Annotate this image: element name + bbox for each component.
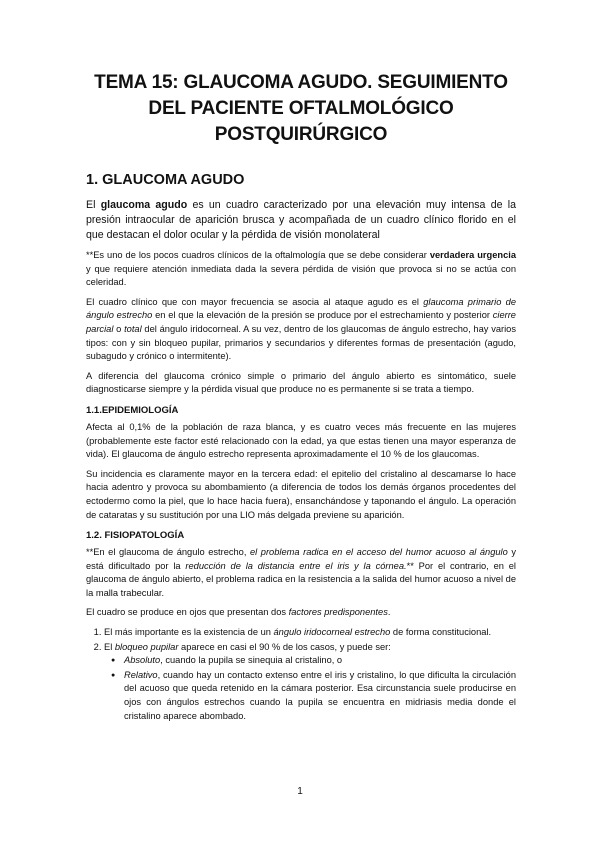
document-page xyxy=(86,70,516,724)
list-item: 2. El bloqueo pupilar aparece en casi el 90 % de los casos, y puede ser: ● Absoluto, cuando la pupila se sinequia al cristalino, o ● Relativo, cuando hay un contacto extenso entre el iris y cristalino, lo que dificulta la circulación del acuoso que queda retenido en la cámara posterior. Esa circunstancia suele producirse en ojos con ángulos estrechos cuando la pupila se encuentra en midriasis media donde el cristalino aparece abombado. xyxy=(104,641,516,724)
bullet-list xyxy=(104,654,516,723)
paragraph-cuadro-clinico: El cuadro clínico que con mayor frecuencia se asocia al ataque agudo es el glaucoma primario de ángulo estrecho en el que la elevación de la presión se produce por el estrechamiento y posterior cierre parcial o total del ángulo iridocorneal. A su vez, dentro de los glaucomas de ángulo estrecho, hay varios tipos: con y sin bloqueo pupilar, primarios y secundarios y diferentes formas de presentación (agudo, subagudo y crónico o intermitente). xyxy=(86,296,516,362)
intro-paragraph: El glaucoma agudo es un cuadro caracterizado por una elevación muy intensa de la presión intraocular de aparición brusca y acompañada de un cuadro clínico florido en el que destacan el dolor ocular y la pérdida de visión monolateral xyxy=(86,199,516,241)
page-number: 1 xyxy=(297,786,303,797)
title-line-1: TEMA 15: GLAUCOMA AGUDO. SEGUIMIENTO xyxy=(94,72,508,93)
page-title xyxy=(86,70,516,148)
paragraph-fisiopatologia: **En el glaucoma de ángulo estrecho, el problema radica en el acceso del humor acuoso al ángulo y está dificultado por la reducción de la distancia entre el iris y la córnea.** Por el contrario, en el glaucoma de ángulo abierto, el problema radica en la resistencia a la salida del humor acuoso a nivel de la malla trabecular. xyxy=(86,547,517,598)
title-line-2: DEL PACIENTE OFTALMOLÓGICO xyxy=(148,98,454,119)
paragraph-urgencia: **Es uno de los pocos cuadros clínicos de la oftalmología que se debe considerar verdadera urgencia y que requiere atención inmediata dada la severa pérdida de visión que provoca si no se actúa con celeridad. xyxy=(86,250,517,288)
paragraph-factores: El cuadro se produce en ojos que presentan dos factores predisponentes. xyxy=(86,607,391,618)
section-heading-glaucoma-agudo: 1. GLAUCOMA AGUDO xyxy=(86,172,245,188)
bullet-item: ● Relativo, cuando hay un contacto extenso entre el iris y cristalino, lo que dificulta la circulación del acuoso que queda retenido en la cámara posterior. Esa circunstancia suele producirse en ojos con ángulos estrechos cuando la pupila se encuentra en midriasis media donde el cristalino aparece abombado. xyxy=(124,669,516,723)
paragraph-incidencia: Su incidencia es claramente mayor en la tercera edad: el epitelio del cristalino al descamarse lo hace hacia adentro y provoca su abombamiento (a diferencia de todos los demás órganos procedentes del ectodermo como la piel, que lo hace hacia fuera), ensanchándose y taponando el ángulo. La operación de cataratas y su sustitución por una LIO más delgada previene su aparición. xyxy=(86,468,516,520)
subsection-heading-fisiopatologia: 1.2. FISIOPATOLOGÍA xyxy=(86,530,185,542)
list-item: 1. El más importante es la existencia de un ángulo iridocorneal estrecho de forma constitucional. xyxy=(104,626,516,640)
paragraph-epidemiologia: Afecta al 0,1% de la población de raza blanca, y es cuatro veces más frecuente en las mujeres (probablemente este factor esté relacionado con la edad, ya que estas tienen una mayor esperanza de vida). El glaucoma de ángulo estrecho representa aproximadamente el 10 % de los glaucomas. xyxy=(86,421,516,460)
numbered-list xyxy=(86,626,516,723)
title-line-3: POSTQUIRÚRGICO xyxy=(214,124,388,145)
paragraph-diferencia: A diferencia del glaucoma crónico simple o primario del ángulo abierto es sintomático, suele diagnosticarse siempre y la pérdida visual que produce no es permanente si se trata a tiempo. xyxy=(86,370,516,395)
bullet-item: ● Absoluto, cuando la pupila se sinequia al cristalino, o xyxy=(124,654,516,668)
subsection-heading-epidemiologia: 1.1.EPIDEMIOLOGÍA xyxy=(86,404,179,416)
